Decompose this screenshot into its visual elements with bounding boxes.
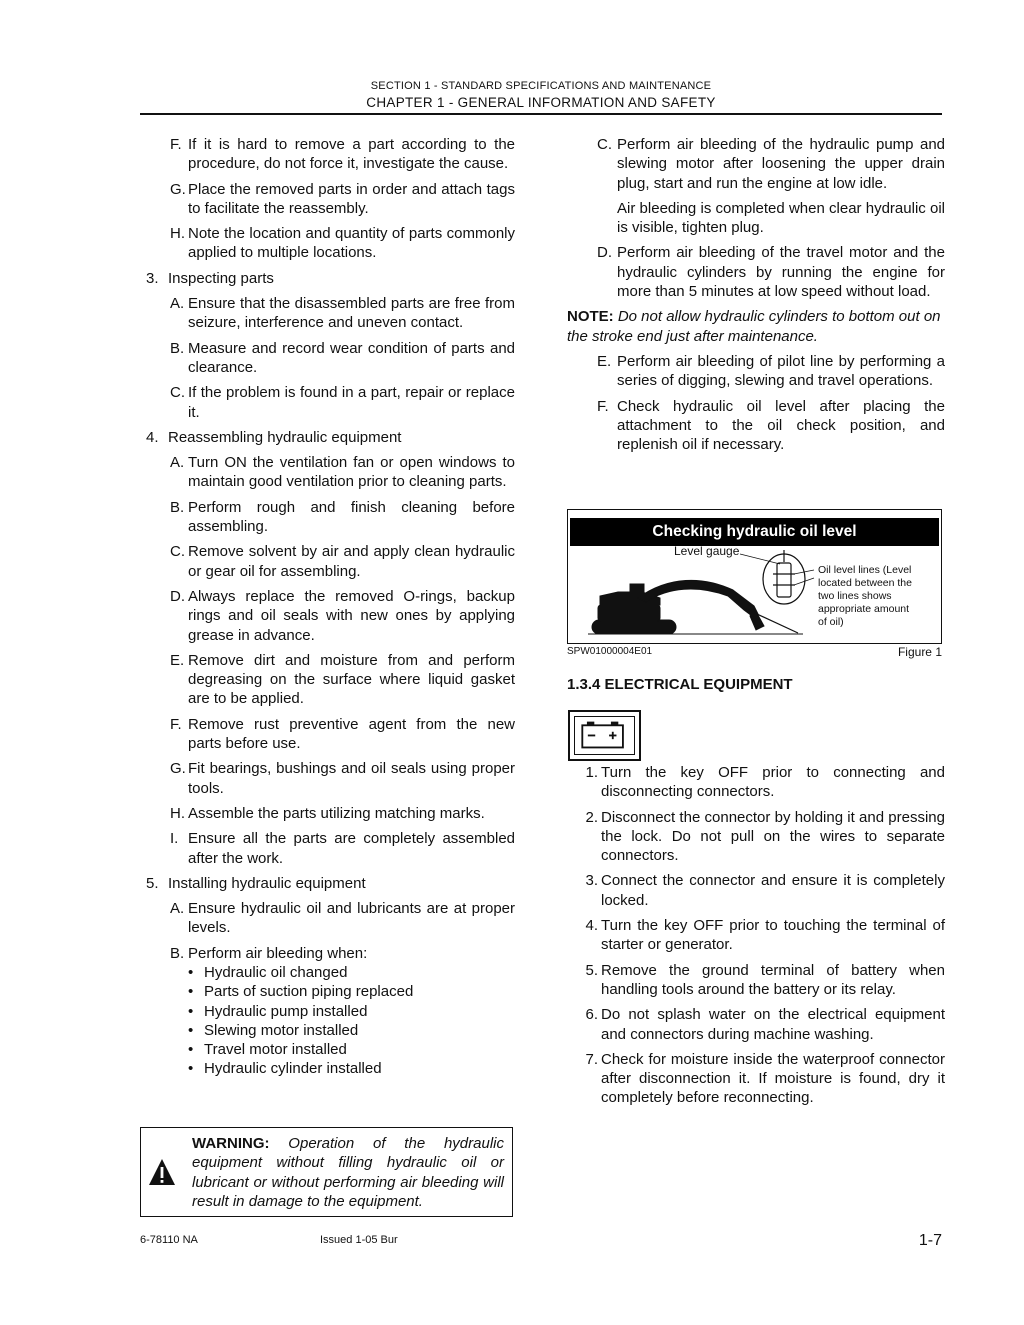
item-label: E.	[597, 352, 612, 370]
issue-info: Issued 1-05 Bur	[320, 1234, 398, 1246]
list-item	[140, 759, 515, 798]
list-item	[140, 587, 515, 645]
callout-line: located between the	[818, 577, 912, 589]
bullet-item: • Hydraulic oil changed	[188, 963, 515, 982]
electrical-list	[567, 763, 945, 1114]
item-label: C.	[597, 136, 612, 153]
list-item	[140, 542, 515, 581]
item-label: C.	[170, 384, 185, 402]
left-column	[140, 135, 515, 1085]
item-text: Remove the ground terminal of battery when handling tools around the battery or its relay.	[601, 961, 945, 998]
bullet-list	[140, 963, 515, 1079]
bullet-item: • Hydraulic cylinder installed	[188, 1059, 515, 1078]
callout-line: Oil level lines (Level	[818, 564, 912, 576]
list-item	[140, 498, 515, 537]
item-text: Ensure hydraulic oil and lubricants are at proper levels.	[188, 900, 515, 937]
oil-level-figure	[567, 509, 942, 644]
gauge-label: Level gauge	[674, 544, 740, 558]
list-item	[140, 383, 515, 422]
item-text: Perform air bleeding of the travel motor and the hydraulic cylinders by running the engine for more than 5 minutes at low speed without load.	[617, 244, 945, 301]
list-item	[567, 397, 945, 455]
item-text: Fit bearings, bushings and oil seals using proper tools.	[188, 760, 515, 797]
list-item	[567, 243, 945, 301]
item-text: Perform air bleeding when:	[188, 944, 368, 962]
warning-label: WARNING:	[192, 1135, 270, 1152]
note-text: Do not allow hydraulic cylinders to bottom out on the stroke end just after maintenance.	[567, 308, 941, 345]
list-item	[140, 224, 515, 263]
chapter-title: CHAPTER 1 - GENERAL INFORMATION AND SAFETY	[366, 95, 716, 110]
list-item	[567, 916, 945, 955]
bullet-item: • Parts of suction piping replaced	[188, 982, 515, 1001]
list-item	[140, 453, 515, 492]
item-label: H.	[170, 225, 185, 243]
right-column	[567, 135, 945, 460]
bullet-item: • Slewing motor installed	[188, 1021, 515, 1040]
list-item	[567, 1005, 945, 1044]
section-title: SECTION 1 - STANDARD SPECIFICATIONS AND MAINTENANCE	[370, 80, 712, 92]
warning-text	[192, 1134, 504, 1211]
item-text: Remove solvent by air and apply clean hydraulic or gear oil for assembling.	[188, 543, 515, 580]
item-label: A.	[170, 295, 185, 313]
item-text: Check hydraulic oil level after placing the attachment to the oil check position, and replenish oil if necessary.	[617, 397, 945, 454]
doc-number: 6-78110 NA	[140, 1234, 198, 1246]
item-text: Installing hydraulic equipment	[168, 874, 366, 892]
item-label: 5.	[585, 961, 598, 979]
item-text: Perform air bleeding of the hydraulic pump and slewing motor after loosening the upper drain plug, start and run the engine at low idle.	[617, 136, 945, 192]
item-label: B.	[170, 944, 185, 962]
item-text: If the problem is found in a part, repair or replace it.	[188, 384, 515, 421]
item-label: F.	[170, 136, 182, 153]
item-label: D.	[170, 587, 185, 605]
section-heading: 1.3.4 ELECTRICAL EQUIPMENT	[567, 676, 793, 693]
item-label: 6.	[585, 1006, 598, 1024]
list-item	[567, 763, 945, 802]
item-label: 4.	[146, 428, 159, 446]
item-label: 1.	[585, 764, 598, 781]
item-label: A.	[170, 900, 185, 918]
item-text: Ensure all the parts are completely assembled after the work.	[188, 830, 515, 867]
page-header	[140, 79, 942, 112]
item-text: Turn the key OFF prior to touching the terminal of starter or generator.	[601, 917, 945, 954]
level-gauge-icon	[763, 550, 805, 604]
battery-icon-frame	[574, 716, 635, 755]
list-item	[567, 808, 945, 866]
item-text: Disconnect the connector by holding it and pressing the lock. Do not pull on the wires to separate connectors.	[601, 808, 945, 865]
item-label: D.	[597, 244, 612, 262]
item-text: Remove dirt and moisture from and perform degreasing on the surface where liquid gasket are to be applied.	[188, 651, 515, 708]
item-label: F.	[170, 715, 182, 733]
callout-line: two lines shows	[818, 590, 892, 602]
item-text: Place the removed parts in order and attach tags to facilitate the reassembly.	[188, 180, 515, 217]
item-text: Check for moisture inside the waterproof connector after disconnection it. If moisture is found, dry it completely before reconnecting.	[601, 1050, 945, 1107]
item-text: Inspecting parts	[168, 269, 274, 287]
warning-box	[140, 1127, 513, 1217]
page-footer	[140, 1232, 942, 1252]
header-rule	[140, 113, 942, 115]
item-label: E.	[170, 651, 185, 669]
list-item	[567, 135, 945, 193]
item-text: Turn the key OFF prior to connecting and disconnecting connectors.	[601, 764, 945, 801]
list-item	[140, 899, 515, 938]
excavator-icon	[592, 580, 798, 634]
bullet-item: • Hydraulic pump installed	[188, 1002, 515, 1021]
excavator-illustration	[568, 510, 940, 642]
item-text: Reassembling hydraulic equipment	[168, 428, 402, 446]
figure-code: SPW01000004E01	[567, 646, 653, 657]
callout-line: of oil)	[818, 616, 844, 628]
item-label: F.	[597, 397, 609, 415]
item-subparagraph: Air bleeding is completed when clear hydraulic oil is visible, tighten plug.	[617, 199, 945, 237]
list-item	[567, 961, 945, 1000]
item-text: If it is hard to remove a part according to the procedure, do not force it, investigate the cause.	[188, 136, 515, 173]
list-item	[140, 651, 515, 709]
battery-glyph-icon	[575, 717, 633, 753]
list-item	[140, 269, 515, 288]
item-label: 3.	[585, 872, 598, 890]
item-label: I.	[170, 830, 179, 848]
item-label: B.	[170, 498, 185, 516]
item-label: H.	[170, 804, 185, 822]
list-item	[567, 1050, 945, 1108]
item-label: C.	[170, 543, 185, 561]
item-label: 5.	[146, 874, 159, 892]
warning-body: Operation of the hydraulic equipment without filling hydraulic oil or lubricant or without performing air bleeding will result in damage to the equipment.	[192, 1135, 504, 1210]
list-item	[140, 944, 515, 963]
list-item	[140, 874, 515, 893]
list-item	[140, 428, 515, 447]
list-item	[567, 352, 945, 391]
list-item	[140, 180, 515, 219]
item-label: 7.	[585, 1050, 598, 1068]
item-text: Measure and record wear condition of parts and clearance.	[188, 339, 515, 376]
list-item	[140, 804, 515, 823]
note	[567, 307, 945, 346]
item-label: B.	[170, 339, 185, 357]
item-text: Assemble the parts utilizing matching marks.	[188, 804, 485, 822]
item-text: Do not splash water on the electrical equipment and connectors during machine washing.	[601, 1006, 945, 1043]
item-text: Remove rust preventive agent from the new parts before use.	[188, 715, 515, 753]
item-label: 2.	[585, 808, 598, 826]
item-text: Perform air bleeding of pilot line by performing a series of digging, slewing and travel operations.	[617, 352, 945, 390]
warning-triangle-icon	[148, 1158, 176, 1186]
callout-line: appropriate amount	[818, 603, 910, 615]
bullet-item: • Travel motor installed	[188, 1040, 515, 1059]
item-label: 3.	[146, 269, 159, 287]
list-item	[567, 871, 945, 910]
item-text: Note the location and quantity of parts commonly applied to multiple locations.	[188, 225, 515, 262]
item-label: G.	[170, 180, 186, 198]
page-number: 1-7	[918, 1232, 942, 1249]
figure-number: Figure 1	[897, 645, 942, 659]
figure-title: Checking hydraulic oil level	[570, 518, 939, 546]
list-item	[140, 294, 515, 333]
battery-icon	[568, 710, 641, 761]
item-label: A.	[170, 454, 185, 472]
list-item	[140, 829, 515, 868]
note-label: NOTE:	[567, 308, 614, 326]
item-text: Ensure that the disassembled parts are free from seizure, interference and uneven contact.	[188, 295, 515, 332]
list-item	[140, 715, 515, 754]
item-text: Connect the connector and ensure it is completely locked.	[601, 872, 945, 909]
item-text: Always replace the removed O-rings, backup rings and oil seals with new ones by applying grease in advance.	[188, 587, 515, 644]
item-text: Turn ON the ventilation fan or open windows to maintain good ventilation prior to cleaning parts.	[188, 454, 515, 491]
item-label: 4.	[585, 917, 598, 935]
item-label: G.	[170, 760, 186, 778]
list-item	[140, 135, 515, 174]
list-item	[140, 339, 515, 378]
item-text: Perform rough and finish cleaning before assembling.	[188, 498, 515, 536]
figure-caption	[567, 644, 942, 660]
